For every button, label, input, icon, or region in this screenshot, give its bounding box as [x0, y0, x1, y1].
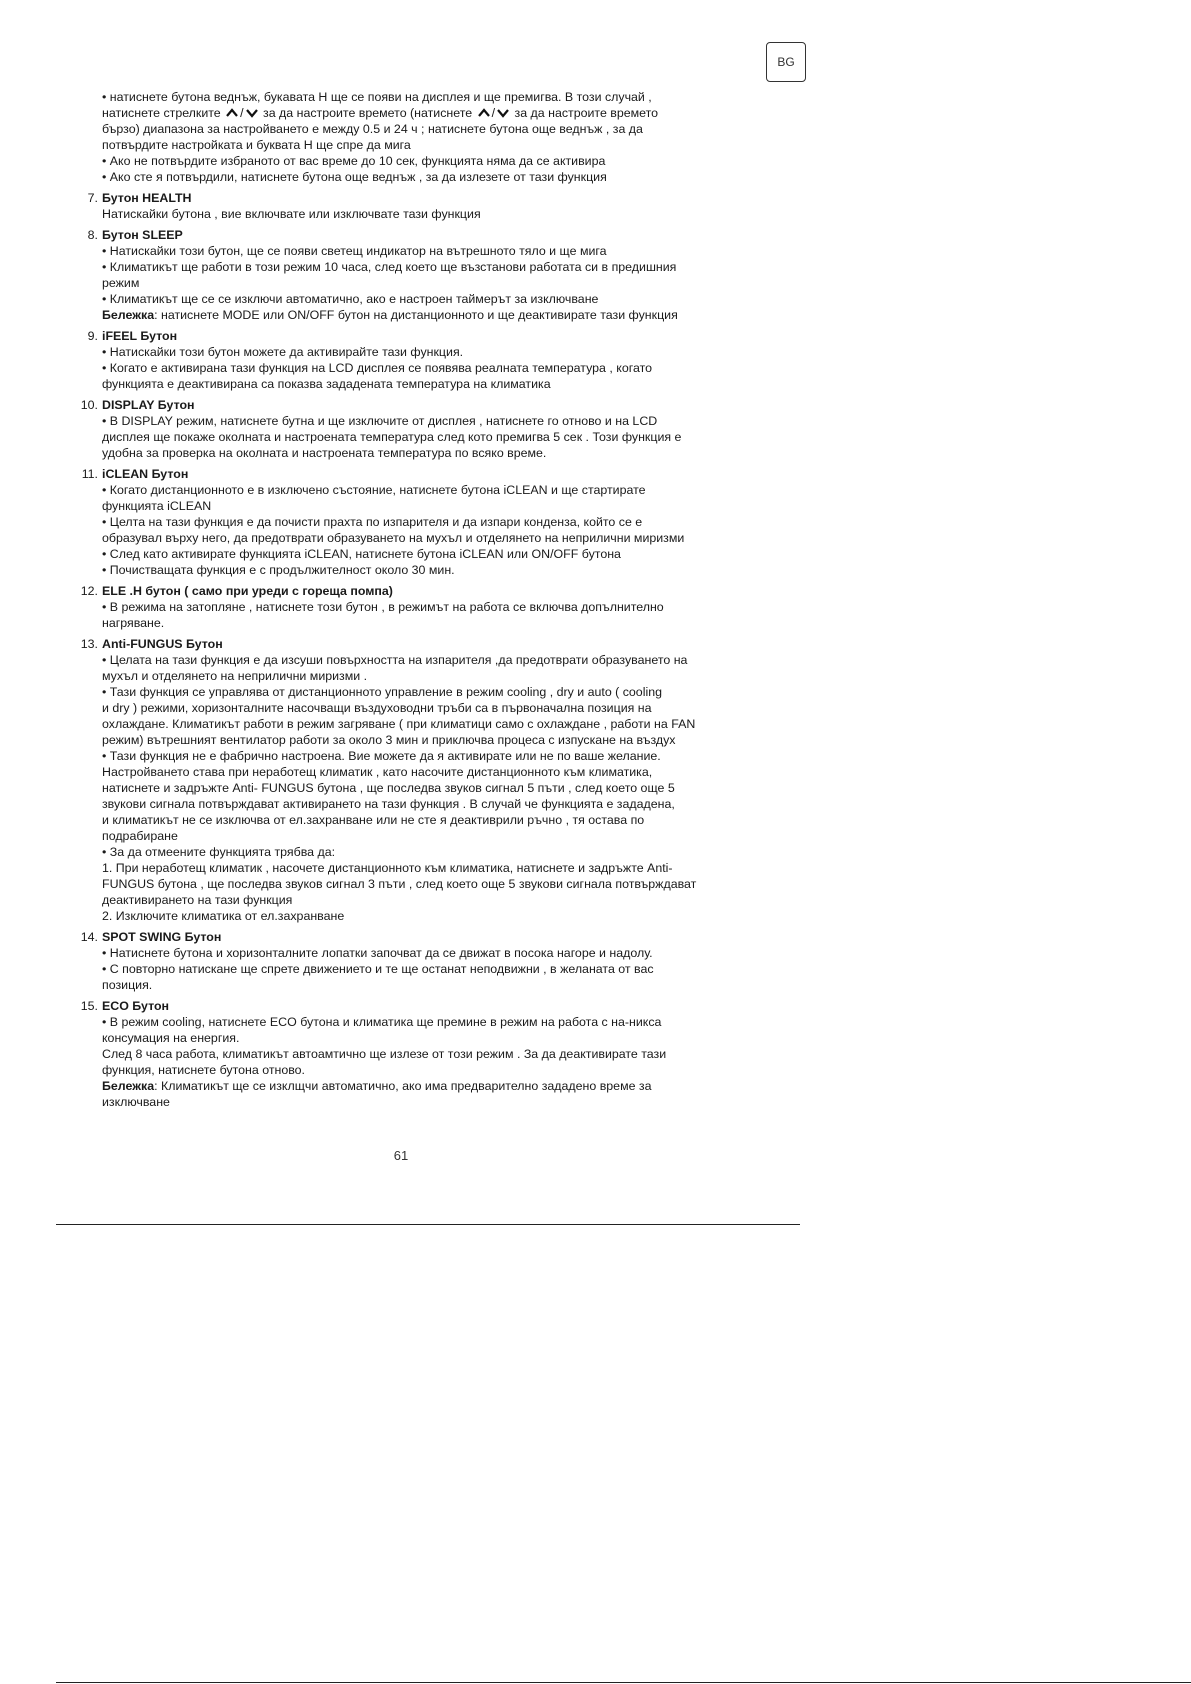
section-line: удобна за проверка на околната и настроената температура по всяко време. [102, 446, 547, 460]
section-line: функция, натиснете бутона отново. [102, 1063, 305, 1077]
section-title: DISPLAY Бутон [102, 398, 195, 412]
page-bottom-divider [56, 1682, 1191, 1683]
arrow-up-icon [225, 107, 239, 119]
section-title: Бутон HEALTH [102, 191, 192, 205]
section-line: звукови сигнала потвърждават активирането на тази функция . В случай че функцията е зададена, [102, 797, 675, 811]
section-line: и dry ) режими, хоризонталните насочващи въздуховодни тръби са в първоначална позиция на [102, 701, 652, 715]
section-line: деактивирането на тази функция [102, 893, 293, 907]
section-line: натиснете и задръжте Anti- FUNGUS бутона , ще последва звуков сигнал 5 пъти , след което още 5 [102, 781, 675, 795]
section-line: функцията iCLEAN [102, 499, 212, 513]
note-label: Бележка [102, 1079, 155, 1093]
arrow-separator: / [491, 106, 496, 120]
section-ele-h [80, 583, 772, 631]
section-line: • В режима на затопляне , натиснете този бутон , в режимът на работа се включва допълнително [102, 600, 664, 614]
note-line: изключване [102, 1095, 170, 1109]
section-line: • Целта на тази функция е да почисти прахта по изпарителя и да изпари конденза, който се е [102, 515, 643, 529]
section-line: • Когато дистанционното е в изключено състояние, натиснете бутона iCLEAN и ще стартирате [102, 483, 646, 497]
arrow-separator: / [240, 106, 244, 120]
section-line: • Натиснете бутона и хоризонталните лопатки започват да се движат в посока нагоре и надолу. [102, 946, 653, 960]
section-number: 13. [80, 637, 98, 651]
section-line: • В DISPLAY режим, натиснете бутна и ще изключите от дисплея , натиснете го отново и на LCD [102, 414, 658, 428]
section-title: ELE .H бутон ( само при уреди с гореща помпа) [102, 584, 393, 598]
note-text: : натиснете MODE или ON/OFF бутон на дистанционното и ще деактивирате тази функция [154, 308, 678, 322]
note-line [102, 1078, 772, 1094]
section-number: 9. [87, 329, 98, 343]
section-line: След 8 часа работа, климатикът автоамтично ще излезе от този режим . За да деактивирате тази [102, 1047, 667, 1061]
page-divider [56, 1224, 800, 1225]
section-line: консумация на енергия. [102, 1031, 240, 1045]
section-line: Настройването става при неработещ климатик , като насочите дистанционното към климатика, [102, 765, 653, 779]
section-line: • За да отмеените функцията трябва да: [102, 845, 336, 859]
section-line: режим [102, 276, 140, 290]
instructions-body [80, 89, 772, 1110]
section-line: дисплея ще покаже околната и настроената температура след кото премигва 5 сек . Този функция е [102, 430, 682, 444]
note-text: : Климатикът ще се изклщчи автоматично, ако има предварително зададено време за [154, 1079, 652, 1093]
section-line: режим) вътрешният вентилатор работи за около 3 мин и приключва процеса с изпускане на въздух [102, 733, 676, 747]
section-line: 2. Изключите климатика от ел.захранване [102, 909, 345, 923]
section-ifeel [87, 328, 772, 392]
section-line: • След като активирате функцията iCLEAN, натиснете бутона iCLEAN или ON/OFF бутона [102, 547, 621, 561]
section-line: • Тази функция се управлява от дистанционното управление в режим cooling , dry и auto ( cooling [102, 685, 662, 699]
section-line: образувал върху него, да предотврати образуването на мухъл и отделянето на неприлични миризми [102, 531, 685, 545]
timer-intro [102, 89, 772, 185]
section-line: • Целата на тази функция е да изсуши повърхността на изпарителя ,да предотврати образуването на [102, 653, 688, 667]
section-line: Натискайки бутона , вие включвате или изключвате тази функция [102, 207, 481, 221]
language-badge: BG [766, 42, 806, 82]
section-line: • Когато е активирана тази функция на LCD дисплея се появява реалната температура , когато [102, 361, 653, 375]
note-line [102, 307, 772, 323]
section-spot-swing [80, 929, 772, 993]
section-line: • С повторно натискане ще спрете движението и те ще останат неподвижни , в желаната от вас [102, 962, 654, 976]
section-line: 1. При неработещ климатик , насочете дистанционното към климатика, натиснете и задръжте Anti- [102, 861, 673, 875]
section-line: • Почистващата функция е с продължителност около 30 мин. [102, 563, 455, 577]
intro-line: бързо) диапазона за настройването е между 0.5 и 24 ч ; натиснете бутона още веднъж , за да [102, 122, 643, 136]
section-line: • Климатикът ще работи в този режим 10 часа, след което ще възстанови работата си в предишния [102, 260, 677, 274]
section-title: Anti-FUNGUS Бутон [102, 637, 223, 651]
section-line: мухъл и отделянето на неприлични миризми . [102, 669, 368, 683]
section-line: • В режим cooling, натиснете ECO бутона и климатика ще премине в режим на работа с на-никса [102, 1015, 662, 1029]
page-number: 61 [393, 1148, 409, 1163]
intro-line: натиснете стрелките / за да настроите времето (натиснете / за да настроите времето [102, 106, 659, 120]
section-iclean [81, 466, 772, 578]
section-title: Бутон SLEEP [102, 228, 183, 242]
section-line: нагряване. [102, 616, 165, 630]
note-label: Бележка [102, 308, 155, 322]
section-title: iCLEAN Бутон [102, 467, 189, 481]
section-number: 11. [81, 467, 98, 481]
intro-line: • натиснете бутона веднъж, букавата H ще се появи на дисплея и ще премигва. В този случай , [102, 90, 652, 104]
section-health [87, 190, 772, 222]
section-number: 12. [80, 584, 98, 598]
section-title: SPOT SWING Бутон [102, 930, 222, 944]
section-line: • Натискайки този бутон, ще се появи светещ индикатор на вътрешното тяло и ще мига [102, 244, 607, 258]
section-anti-fungus [80, 636, 772, 924]
section-number: 15. [80, 999, 98, 1013]
section-line: • Климатикът ще се се изключи автоматично, ако е настроен таймерът за изключване [102, 292, 599, 306]
section-line: и климатикът не се изключва от ел.захранване или не сте я деактиврили ръчно , тя остава по [102, 813, 645, 827]
section-number: 10. [80, 398, 98, 412]
section-line: подрабиране [102, 829, 178, 843]
arrow-down-icon [245, 107, 259, 119]
arrow-up-icon [477, 107, 491, 119]
section-line: • Тази функция не е фабрично настроена. Вие можете да я активирате или не по ваше желание. [102, 749, 661, 763]
section-number: 8. [87, 228, 98, 242]
section-line: позиция. [102, 978, 153, 992]
intro-line: потвърдите настройката и буквата H ще спре да мига [102, 138, 411, 152]
intro-line: • Ако сте я потвърдили, натиснете бутона още веднъж , за да излезете от тази функция [102, 170, 607, 184]
section-line: FUNGUS бутона , ще последва звуков сигнал 3 пъти , след което още 5 звукови сигнала потвърждават [102, 877, 697, 891]
section-display [80, 397, 772, 461]
arrow-down-icon [496, 107, 510, 119]
section-line: • Натискайки този бутон можете да активирайте тази функция. [102, 345, 464, 359]
section-line: функцията е деактивирана са показва зададената температура на климатика [102, 377, 551, 391]
section-sleep [87, 227, 772, 323]
section-number: 14. [80, 930, 98, 944]
section-title: ECO Бутон [102, 999, 170, 1013]
section-line: охлаждане. Климатикът работи в режим загряване ( при климатици само с охлаждане , работи на FAN [102, 717, 696, 731]
intro-line: • Ако не потвърдите избраното от вас време до 10 сек, функцията няма да се активира [102, 154, 606, 168]
section-title: iFEEL Бутон [102, 329, 178, 343]
section-number: 7. [87, 191, 98, 205]
section-eco [80, 998, 772, 1110]
